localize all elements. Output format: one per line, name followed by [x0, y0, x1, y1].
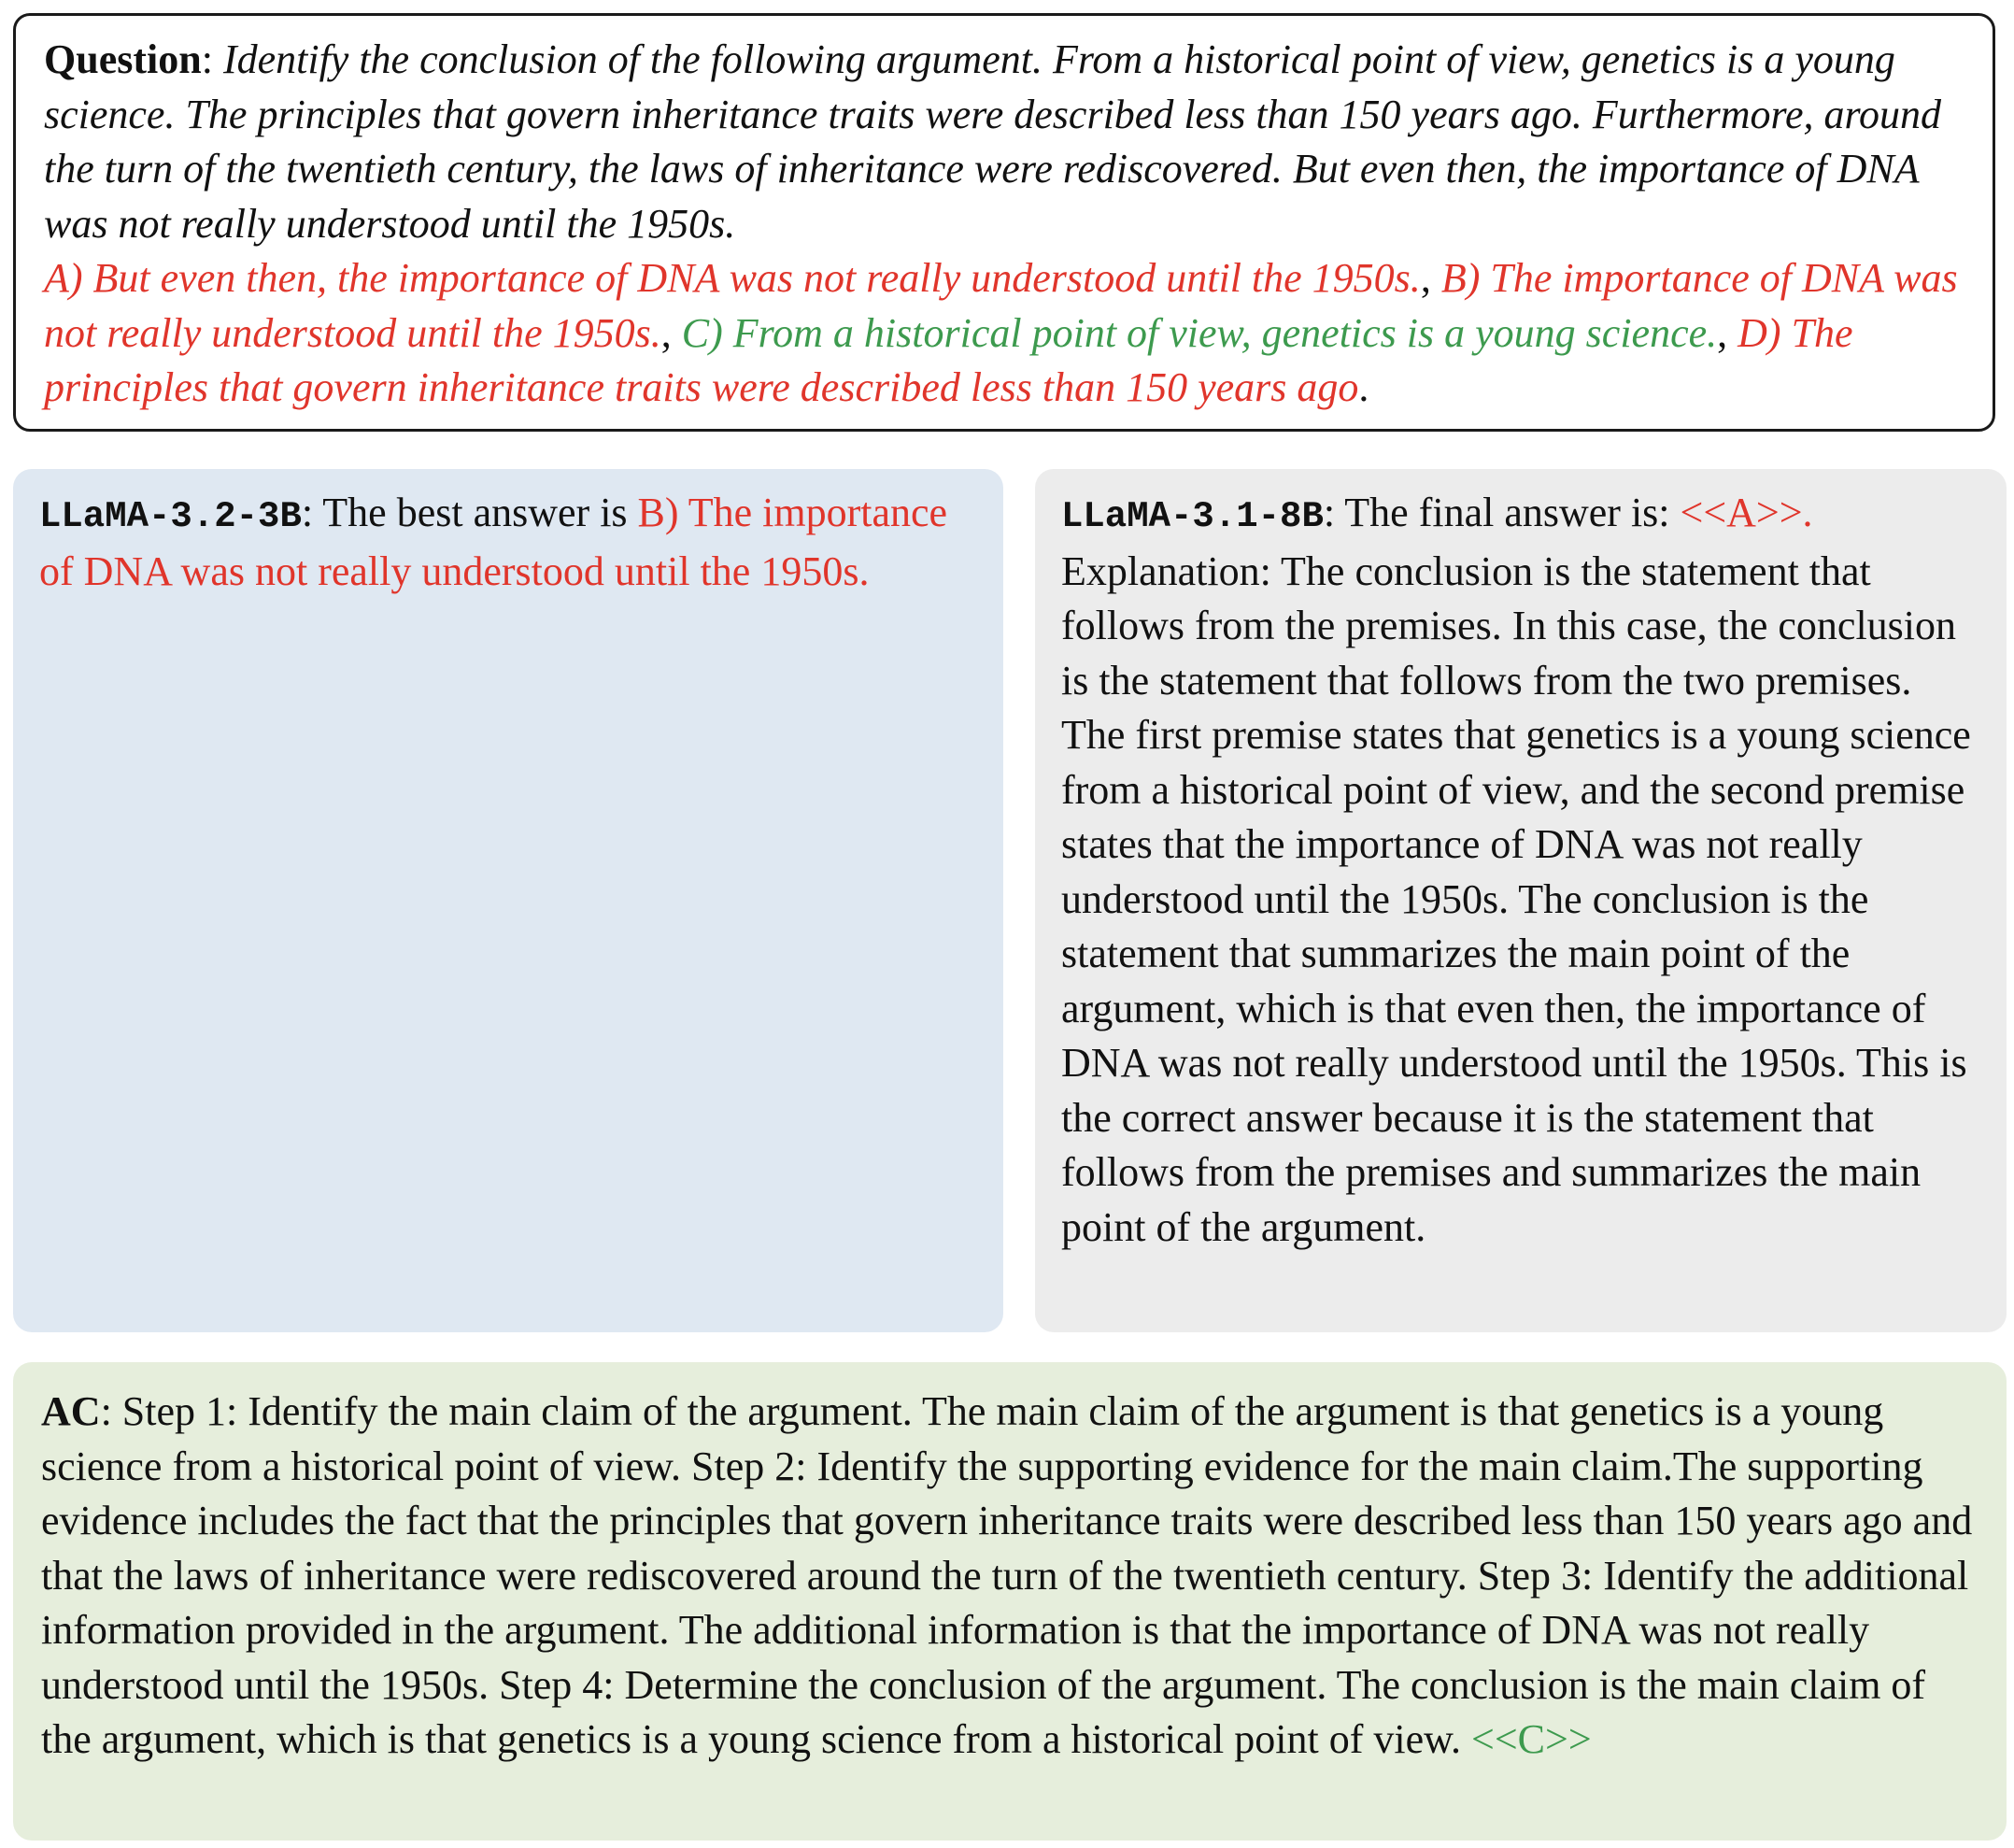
llama-3b-separator: : — [301, 490, 323, 535]
llama-3b-answer: B) The importance of DNA was not really understood until the 1950s. — [39, 490, 948, 594]
option-d-separator: . — [1358, 364, 1369, 410]
question-text — [44, 33, 1964, 416]
question-prompt: Identify the conclusion of the following argument. From a historical point of view, genetics is a young science. The principles that govern inheritance traits were described less than 150 years ago. Furthermore, around the turn of the twentieth century, the laws of inheritance were rediscovered. But even then, the importance of DNA was not really understood until the 1950s. — [44, 36, 1942, 247]
llama-8b-separator: : — [1323, 490, 1345, 535]
option-c: C) From a historical point of view, genetics is a young science. — [681, 309, 1718, 356]
ac-panel — [13, 1362, 2007, 1841]
llama-8b-panel — [1035, 469, 2007, 1332]
llama-3b-panel — [13, 469, 1003, 1332]
option-d: D) The principles that govern inheritance traits were described less than 150 years ago — [44, 309, 1853, 410]
option-b: B) The importance of DNA was not really understood until the 1950s. — [44, 255, 1958, 356]
question-separator: : — [201, 36, 223, 82]
option-b-separator: , — [660, 309, 682, 356]
option-a: A) But even then, the importance of DNA was not really understood until the 1950s. — [44, 255, 1421, 301]
ac-reasoning: Step 1: Identify the main claim of the argument. The main claim of the argument is that genetics is a young science from a historical point of view. Step 2: Identify the supporting evidence for the main claim.The supporting evidence includes the fact that the principles that govern inheritance traits were described less than 150 years ago and that the laws of inheritance were rediscovered around the turn of the twentieth century. Step 3: Identify the additional information provided in the argument. The additional information is that the importance of DNA was not really understood until the 1950s. Step 4: Determine the conclusion of the argument. The conclusion is the main claim of the argument, which is that genetics is a young science from a historical point of view. — [41, 1388, 1973, 1762]
llama-8b-explanation: Explanation: The conclusion is the statement that follows from the premises. In this case, the conclusion is the statement that follows from the two premises. The first premise states that genetics is a young science from a historical point of view, and the second premise states that the importance of DNA was not really understood until the 1950s. The conclusion is the statement that summarizes the main point of the argument, which is that even then, the importance of DNA was not really understood until the 1950s. This is the correct answer because it is the statement that follows from the premises and summarizes the main point of the argument. — [1061, 547, 1971, 1250]
llama-8b-model-name: LLaMA-3.1-8B — [1061, 496, 1324, 537]
ac-separator: : — [100, 1388, 122, 1434]
question-box — [13, 13, 1995, 432]
question-label: Question — [44, 36, 202, 82]
ac-answer: <<C>> — [1471, 1716, 1592, 1762]
llama-3b-model-name: LLaMA-3.2-3B — [39, 496, 302, 537]
option-a-separator: , — [1420, 255, 1441, 301]
llama-3b-prefix: The best answer is — [322, 490, 638, 535]
llama-8b-prefix: The final answer is: — [1344, 490, 1681, 535]
ac-label: AC — [41, 1388, 101, 1434]
llama-8b-answer: <<A>>. — [1680, 490, 1813, 535]
option-c-separator: , — [1717, 309, 1738, 356]
